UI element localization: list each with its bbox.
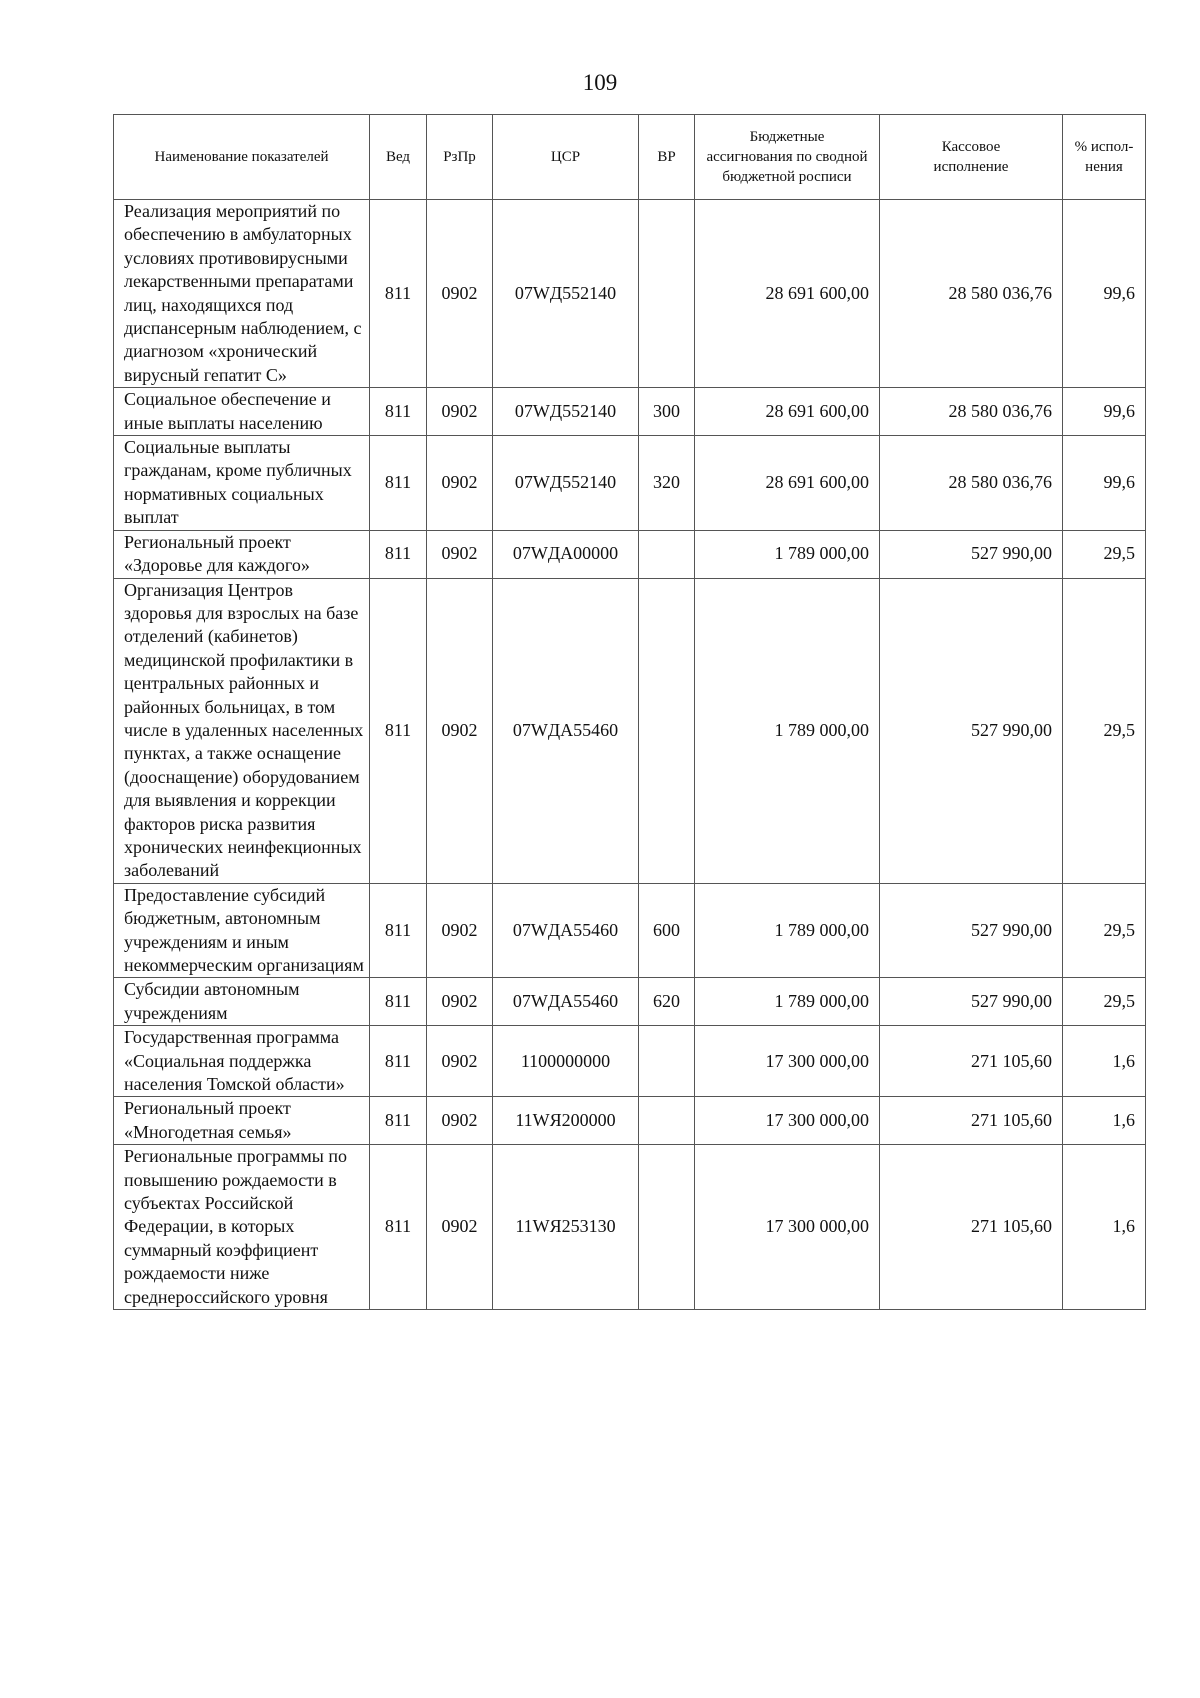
row-name: Региональный проект «Многодетная семья» <box>114 1097 370 1145</box>
row-vr <box>639 1097 695 1145</box>
row-cash: 527 990,00 <box>880 978 1063 1026</box>
row-csr: 07WДА55460 <box>493 883 639 978</box>
row-budget: 1 789 000,00 <box>695 578 880 883</box>
row-ved: 811 <box>370 1026 427 1097</box>
table-row <box>114 578 1146 883</box>
row-vr: 620 <box>639 978 695 1026</box>
row-cash: 271 105,60 <box>880 1097 1063 1145</box>
row-rzpr: 0902 <box>427 578 493 883</box>
row-ved: 811 <box>370 388 427 436</box>
row-vr <box>639 578 695 883</box>
row-percent: 99,6 <box>1063 436 1146 531</box>
row-rzpr: 0902 <box>427 1145 493 1310</box>
table-row <box>114 200 1146 388</box>
row-cash: 28 580 036,76 <box>880 436 1063 531</box>
row-csr: 07WДА00000 <box>493 530 639 578</box>
row-percent: 29,5 <box>1063 978 1146 1026</box>
row-budget: 17 300 000,00 <box>695 1026 880 1097</box>
row-name: Субсидии автономным учреждениям <box>114 978 370 1026</box>
header-percent: % испол-нения <box>1063 115 1146 200</box>
row-ved: 811 <box>370 578 427 883</box>
row-percent: 1,6 <box>1063 1097 1146 1145</box>
header-rzpr: РзПр <box>427 115 493 200</box>
page-number: 109 <box>582 70 618 95</box>
row-ved: 811 <box>370 883 427 978</box>
row-cash: 28 580 036,76 <box>880 388 1063 436</box>
budget-execution-table <box>113 114 1146 1310</box>
table-row <box>114 1026 1146 1097</box>
row-vr <box>639 1026 695 1097</box>
header-name: Наименование показателей <box>114 115 370 200</box>
row-budget: 28 691 600,00 <box>695 388 880 436</box>
table-row <box>114 883 1146 978</box>
row-name: Региональный проект «Здоровье для каждого» <box>114 530 370 578</box>
header-cash: Кассовое исполнение <box>880 115 1063 200</box>
row-cash: 28 580 036,76 <box>880 200 1063 388</box>
row-budget: 17 300 000,00 <box>695 1145 880 1310</box>
row-budget: 1 789 000,00 <box>695 530 880 578</box>
row-csr: 11WЯ200000 <box>493 1097 639 1145</box>
row-budget: 17 300 000,00 <box>695 1097 880 1145</box>
table-row <box>114 1145 1146 1310</box>
row-csr: 07WД552140 <box>493 200 639 388</box>
row-rzpr: 0902 <box>427 1026 493 1097</box>
row-cash: 271 105,60 <box>880 1026 1063 1097</box>
row-percent: 1,6 <box>1063 1026 1146 1097</box>
row-vr <box>639 1145 695 1310</box>
table-row <box>114 978 1146 1026</box>
row-vr: 320 <box>639 436 695 531</box>
row-name: Реализация мероприятий по обеспечению в амбулаторных условиях противовирусными лекарственными препаратами лиц, находящихся под диспансерным наблюдением, с диагнозом «хронический вирусный гепатит С» <box>114 200 370 388</box>
row-budget: 1 789 000,00 <box>695 978 880 1026</box>
row-rzpr: 0902 <box>427 436 493 531</box>
row-budget: 1 789 000,00 <box>695 883 880 978</box>
row-name: Организация Центров здоровья для взрослых на базе отделений (кабинетов) медицинской профилактики в центральных районных и районных больницах, в том числе в удаленных населенных пунктах, а также оснащение (дооснащение) оборудованием для выявления и коррекции факторов риска развития хронических неинфекционных заболеваний <box>114 578 370 883</box>
row-budget: 28 691 600,00 <box>695 200 880 388</box>
row-vr: 600 <box>639 883 695 978</box>
row-budget: 28 691 600,00 <box>695 436 880 531</box>
row-name: Государственная программа «Социальная поддержка населения Томской области» <box>114 1026 370 1097</box>
header-vr: ВР <box>639 115 695 200</box>
row-percent: 29,5 <box>1063 578 1146 883</box>
row-percent: 29,5 <box>1063 530 1146 578</box>
row-csr: 11WЯ253130 <box>493 1145 639 1310</box>
row-cash: 527 990,00 <box>880 883 1063 978</box>
row-cash: 527 990,00 <box>880 530 1063 578</box>
row-rzpr: 0902 <box>427 1097 493 1145</box>
table-row <box>114 436 1146 531</box>
row-rzpr: 0902 <box>427 530 493 578</box>
row-percent: 99,6 <box>1063 200 1146 388</box>
row-csr: 07WДА55460 <box>493 978 639 1026</box>
table-row <box>114 388 1146 436</box>
table-row <box>114 1097 1146 1145</box>
row-ved: 811 <box>370 530 427 578</box>
row-csr: 07WДА55460 <box>493 578 639 883</box>
header-csr: ЦСР <box>493 115 639 200</box>
row-ved: 811 <box>370 436 427 531</box>
table-row <box>114 530 1146 578</box>
row-rzpr: 0902 <box>427 388 493 436</box>
row-name: Социальные выплаты гражданам, кроме публичных нормативных социальных выплат <box>114 436 370 531</box>
row-percent: 99,6 <box>1063 388 1146 436</box>
row-percent: 1,6 <box>1063 1145 1146 1310</box>
row-cash: 271 105,60 <box>880 1145 1063 1310</box>
row-ved: 811 <box>370 978 427 1026</box>
row-rzpr: 0902 <box>427 883 493 978</box>
row-cash: 527 990,00 <box>880 578 1063 883</box>
row-name: Предоставление субсидий бюджетным, автономным учреждениям и иным некоммерческим организациям <box>114 883 370 978</box>
row-rzpr: 0902 <box>427 978 493 1026</box>
row-vr <box>639 200 695 388</box>
header-ved: Вед <box>370 115 427 200</box>
row-name: Социальное обеспечение и иные выплаты населению <box>114 388 370 436</box>
header-budget: Бюджетные ассигнования по сводной бюджетной росписи <box>695 115 880 200</box>
row-percent: 29,5 <box>1063 883 1146 978</box>
row-vr <box>639 530 695 578</box>
row-rzpr: 0902 <box>427 200 493 388</box>
row-csr: 07WД552140 <box>493 388 639 436</box>
row-csr: 07WД552140 <box>493 436 639 531</box>
row-ved: 811 <box>370 200 427 388</box>
row-vr: 300 <box>639 388 695 436</box>
row-ved: 811 <box>370 1097 427 1145</box>
row-csr: 1100000000 <box>493 1026 639 1097</box>
row-ved: 811 <box>370 1145 427 1310</box>
header-row <box>114 115 1146 200</box>
row-name: Региональные программы по повышению рождаемости в субъектах Российской Федерации, в которых суммарный коэффициент рождаемости ниже среднероссийского уровня <box>114 1145 370 1310</box>
